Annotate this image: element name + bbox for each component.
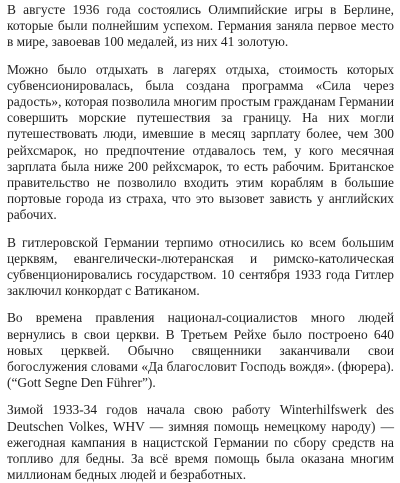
paragraph-church-return: Во времена правления национал-социалистов много людей вернулись в свои церкви. В Третьем Рейхе было построено 640 новых церквей. Обычно священники заканчивали свои богослужения словами «Да благословит Господь вождя». (фюрера). (“Gott Segne Den Führer”). — [7, 310, 394, 391]
paragraph-churches: В гитлеровской Германии терпимо относились ко всем большим церквям, евангелически-лютеранская и римско-католическая субвенционировались государством. 10 сентября 1933 года Гитлер заключил конкордат с Ватиканом. — [7, 234, 394, 299]
paragraph-winter-help: Зимой 1933-34 годов начала свою работу Winterhilfswerk des Deutschen Volkes, WHV — зимняя помощь немецкому народу) — ежегодная кампания в нацистской Германии по сбору средств на топливо для бедны. За всё время помощь была оказана многим миллионам бедных людей и безработных. — [7, 402, 394, 483]
paragraph-leisure-program: Можно было отдыхать в лагерях отдыха, стоимость которых субвенсионировалась, была создана программа «Сила через радость», которая позволила многим простым гражданам Германии совершить морские путешествия за границу. На них могли путешествовать люди, имевшие в месяц зарплату более, чем 300 рейхсмарок, но предпочтение отдавалось тем, у кого месячная зарплата была ниже 200 рейхсмарок, то есть рабочим. Британское правительство не позволило входить этим кораблям в большие портовые города из страха, что это вызовет зависть у английских рабочих. — [7, 61, 394, 223]
document-page — [0, 2, 400, 483]
paragraph-olympics: В августе 1936 года состоялись Олимпийские игры в Берлине, которые были полнейшим успехом. Германия заняла первое место в мире, завоевав 100 медалей, из них 41 золотую. — [7, 2, 394, 50]
